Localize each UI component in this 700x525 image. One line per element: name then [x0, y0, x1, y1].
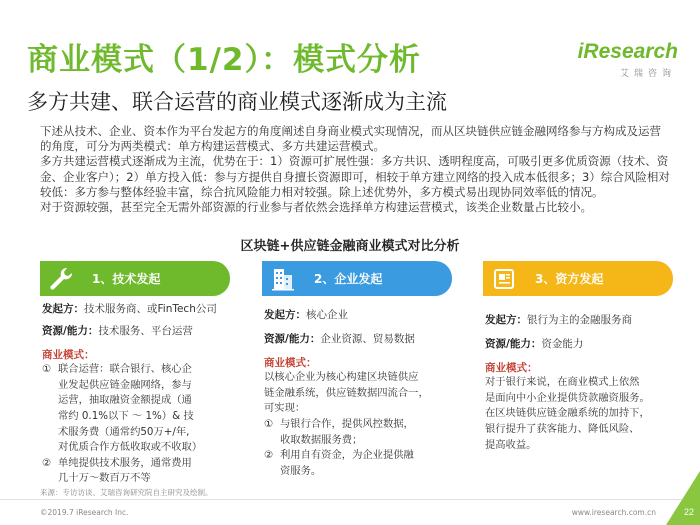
footer-divider — [0, 499, 700, 500]
page-title: 商业模式（1/2）：模式分析 — [27, 42, 421, 78]
initiator-row: 发起方：技术服务商、或FinTech公司 — [42, 303, 217, 315]
website-link[interactable]: www.iresearch.com.cn — [571, 508, 656, 517]
model-description: 对于银行来说，在商业模式上依然 是面向中小企业提供贷款融资服务。 在区块链供应链金融系统的加持下， 银行提升了获客能力、降低风险、 提高收益。 — [485, 376, 650, 451]
intro-paragraph-2: 多方共建运营模式逐渐成为主流，优势在于：1）资源可扩展性强：多方共识、透明程度高，可吸引更多优质资源（技术、资金、企业客户）；2）单方投入低：参与方提供自身擅长资源即可，相较于单方建立网络的投入成本低很多；3）综合风险相对较低：多方参与整体经验丰富，综合抗风险能力相对较强。除上述优势外，多方模式易出现协同效率低的情况。 — [40, 154, 670, 199]
page-number: 22 — [683, 507, 694, 517]
building-icon — [262, 258, 303, 299]
card-enterprise-header — [262, 261, 452, 296]
model-label: 商业模式： — [42, 349, 95, 362]
card-tech-header — [40, 261, 230, 296]
model-label: 商业模式： — [264, 357, 317, 370]
card-enterprise-body — [264, 308, 429, 479]
page-subtitle: 多方共建、联合运营的商业模式逐渐成为主流 — [27, 90, 447, 114]
source-note: 来源：专访访谈、艾瑞咨询研究院自主研究及绘制。 — [40, 488, 213, 497]
model-description: 以核心企业为核心构建区块链供应 链金融系统，供应链数据四流合一， 可实现： — [264, 371, 429, 415]
list-item: ① 联合运营：联合银行、核心企 业发起供应链金融网络，参与 运营，抽取融资金额提成（通 常约 0.1%以下 ～ 1%）& 技 术服务费（通常约50万+/年, 对优质合作方低收取或不收取） — [42, 363, 203, 454]
card-enterprise-label: 2、企业发起 — [314, 272, 383, 286]
model-label: 商业模式： — [485, 362, 538, 375]
card-capital-header — [483, 261, 673, 296]
card-capital-label: 3、资方发起 — [535, 272, 604, 286]
iresearch-logo — [577, 40, 678, 84]
logo-cn-text: 艾瑞咨询 — [619, 69, 676, 79]
initiator-row: 发起方：银行为主的金融服务商 — [485, 314, 632, 326]
card-capital — [483, 261, 673, 451]
resource-row: 资源/能力：资金能力 — [485, 337, 584, 350]
document-icon — [483, 258, 524, 299]
card-tech — [40, 261, 230, 485]
logo-text: iResearch — [577, 40, 678, 63]
wrench-icon — [40, 258, 81, 299]
initiator-row: 发起方：核心企业 — [264, 309, 348, 321]
intro-paragraph-1: 下述从技术、企业、资本作为平台发起方的角度阐述自身商业模式实现情况，而从区块链供应链金融网络参与方构成及运营的角度，可分为两类模式：单方构建运营模式、多方共建运营模式。 — [40, 124, 661, 154]
resource-row: 资源/能力：企业资源、贸易数据 — [264, 332, 415, 345]
copyright-text: ©2019.7 iResearch Inc. — [40, 508, 129, 517]
resource-row: 资源/能力：技术服务、平台运营 — [42, 324, 193, 337]
comparison-title: 区块链+供应链金融商业模式对比分析 — [240, 239, 460, 254]
list-item: ② 利用自有资金，为企业提供融 资服务。 — [264, 449, 414, 477]
card-tech-label: 1、技术发起 — [92, 272, 161, 286]
list-item: ② 单纯提供技术服务，通常费用 几十万～数百万不等 — [42, 456, 192, 485]
card-tech-body — [42, 302, 217, 487]
card-enterprise — [262, 261, 452, 477]
card-capital-body — [485, 313, 650, 453]
list-item: ① 与银行合作，提供风控数据， 收取数据服务费； — [264, 417, 414, 446]
intro-text — [40, 124, 672, 215]
intro-paragraph-3: 对于资源较强，甚至完全无需外部资源的行业参与者依然会选择单方构建运营模式，该类企业数量占比较小。 — [40, 200, 592, 215]
